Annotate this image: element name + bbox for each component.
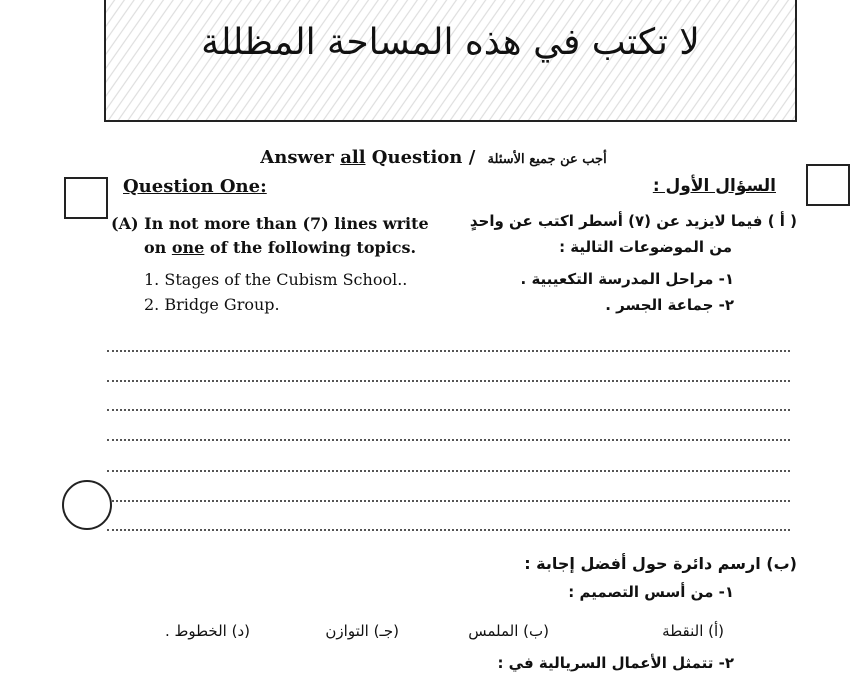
topic-en-2: 2. Bridge Group. (144, 295, 280, 314)
answer-all-instruction (0, 147, 867, 168)
instruction-separator: / (468, 147, 476, 168)
part-b-q2: ٢- تتمثل الأعمال السريالية في : (497, 654, 734, 672)
answer-all-pre: Answer (260, 147, 341, 168)
q1-option-c[interactable]: (جـ) التوازن (325, 622, 399, 640)
score-circle[interactable] (62, 480, 112, 530)
part-a-en-line2-post: of the following topics. (204, 238, 417, 257)
part-a-en-line2-pre: on (144, 238, 172, 257)
answer-line[interactable] (107, 498, 790, 502)
shaded-no-write-area (104, 0, 797, 122)
answer-all-underlined: all (340, 147, 366, 168)
answer-all-arabic: أجب عن جميع الأسئلة (487, 152, 607, 167)
part-a-en-line1: (A) In not more than (7) lines write (111, 214, 429, 233)
q1-option-b[interactable]: (ب) الملمس (468, 622, 549, 640)
no-write-notice: لا تكتب في هذه المساحة المظللة (201, 22, 700, 63)
answer-line[interactable] (107, 407, 790, 411)
topic-ar-1: ١- مراحل المدرسة التكعيبية . (520, 270, 734, 288)
answer-line[interactable] (107, 468, 790, 472)
part-a-ar-line2: من الموضوعات التالية : (559, 238, 732, 256)
part-a-ar-line1: ( أ ) فيما لايزيد عن (٧) أسطر اكتب عن واحدٍ (469, 212, 797, 230)
topic-ar-2: ٢- جماعة الجسر . (605, 296, 734, 314)
score-box-left[interactable] (64, 177, 108, 219)
q1-option-a[interactable]: (أ) النقطة (662, 622, 724, 640)
answer-line[interactable] (107, 437, 790, 441)
score-box-right[interactable] (806, 164, 850, 206)
answer-line[interactable] (107, 378, 790, 382)
part-b-q1: ١- من أسس التصميم : (568, 583, 734, 601)
answer-line[interactable] (107, 527, 790, 531)
answer-all-post: Question (365, 147, 463, 168)
part-a-en-line2 (144, 238, 416, 257)
answer-line[interactable] (107, 348, 790, 352)
question-one-heading-ar: السؤال الأول : (652, 176, 776, 196)
part-b-title: (ب) ارسم دائرة حول أفضل إجابة : (524, 554, 797, 573)
topic-en-1: 1. Stages of the Cubism School.. (144, 270, 408, 289)
q1-option-d[interactable]: (د) الخطوط . (164, 622, 250, 640)
question-one-heading-en: Question One: (123, 176, 267, 197)
part-a-en-line2-underlined: one (171, 238, 205, 257)
